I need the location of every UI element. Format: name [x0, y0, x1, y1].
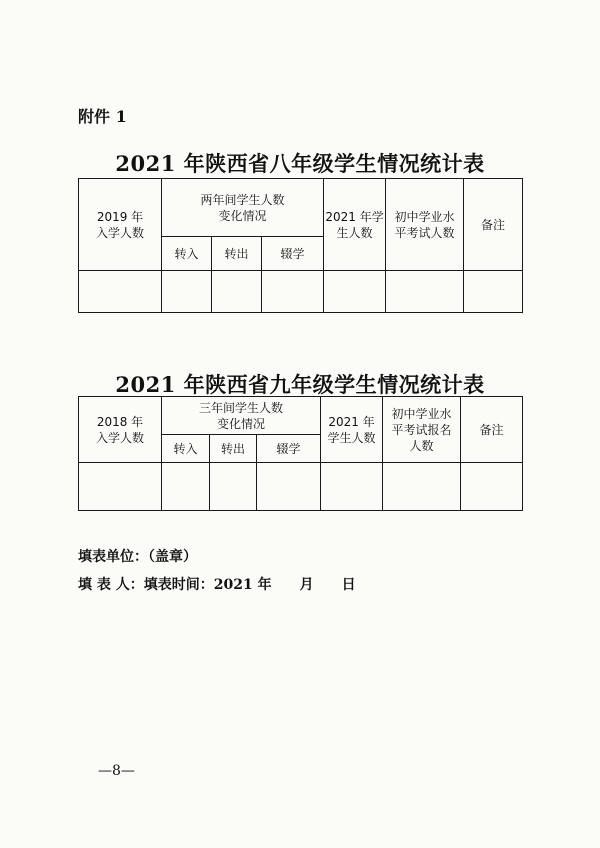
page-number: —8— [98, 763, 135, 779]
cell-transfer-in[interactable] [162, 271, 212, 313]
header-exam-registration: 初中学业水 平考试报名 人数 [383, 397, 461, 463]
header-remarks: 备注 [464, 179, 523, 271]
cell-enrollment[interactable] [79, 463, 162, 511]
table2-title: 2021 年陕西省九年级学生情况统计表 [115, 372, 485, 397]
cell-transfer-in[interactable] [162, 463, 210, 511]
fill-person-label: 填 表 人： [78, 577, 144, 593]
cell-dropout[interactable] [257, 463, 321, 511]
cell-remarks[interactable] [461, 463, 523, 511]
subheader-transfer-out: 转出 [210, 435, 257, 463]
fill-unit-label: 填表单位：（盖章） [78, 549, 197, 565]
subheader-transfer-out: 转出 [212, 237, 262, 271]
fill-time-label: 填表时间：2021 年 月 日 [143, 577, 356, 593]
table1-grade8-stats [78, 178, 523, 313]
header-two-year-change: 两年间学生人数 变化情况 [162, 179, 324, 237]
cell-transfer-out[interactable] [212, 271, 262, 313]
header-three-year-change: 三年间学生人数 变化情况 [162, 397, 321, 435]
cell-exam-count[interactable] [386, 271, 464, 313]
cell-current-students[interactable] [324, 271, 386, 313]
header-2021-students: 2021 年 学生人数 [321, 397, 383, 463]
table1-title: 2021 年陕西省八年级学生情况统计表 [115, 151, 485, 176]
table2-grade9-stats [78, 396, 523, 511]
subheader-transfer-in: 转入 [162, 435, 210, 463]
header-exam-count: 初中学业水 平考试人数 [386, 179, 464, 271]
subheader-transfer-in: 转入 [162, 237, 212, 271]
header-2019-enrollment: 2019 年 入学人数 [79, 179, 162, 271]
cell-current-students[interactable] [321, 463, 383, 511]
cell-transfer-out[interactable] [210, 463, 257, 511]
header-2021-students: 2021 年学 生人数 [324, 179, 386, 271]
cell-exam-registration[interactable] [383, 463, 461, 511]
subheader-dropout: 辍学 [257, 435, 321, 463]
cell-dropout[interactable] [262, 271, 324, 313]
cell-remarks[interactable] [464, 271, 523, 313]
fill-person-line [78, 574, 356, 594]
header-2018-enrollment: 2018 年 入学人数 [79, 397, 162, 463]
attachment-label: 附件 1 [78, 107, 127, 126]
cell-enrollment[interactable] [79, 271, 162, 313]
subheader-dropout: 辍学 [262, 237, 324, 271]
header-remarks: 备注 [461, 397, 523, 463]
